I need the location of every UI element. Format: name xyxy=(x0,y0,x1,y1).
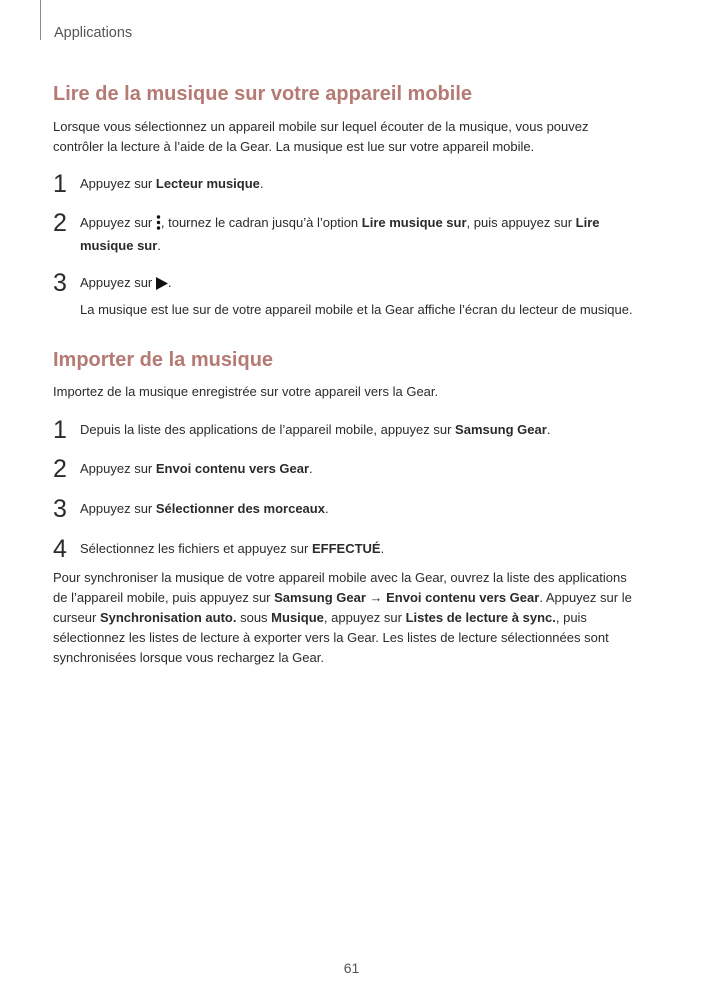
section-title-import-music: Importer de la musique xyxy=(53,349,274,371)
step-number: 2 xyxy=(53,209,67,237)
step-text: Appuyez sur Lecteur musique. xyxy=(80,176,264,191)
section-intro: Importez de la musique enregistrée sur votre appareil vers la Gear. xyxy=(53,384,439,399)
sync-paragraph: Pour synchroniser la musique de votre appareil mobile avec la Gear, ouvrez la liste des applications de l’appareil mobile, puis appuyez sur Samsung Gear → Envoi contenu vers Gear. Appuyez sur le curseur Synchronisation auto. sous Musique, appuyez sur Listes de lecture à sync., puis sélectionnez les listes de lecture à exporter vers la Gear. Les listes de lecture sélectionnées sont synchronisées lorsque vous rechargez la Gear. xyxy=(53,570,632,665)
section-intro: Lorsque vous sélectionnez un appareil mobile sur lequel écouter de la musique, vous pouvez contrôler la lecture à l’aide de la Gear. La musique est lue sur votre appareil mobile. xyxy=(53,119,589,154)
step-text: Appuyez sur , tournez le cadran jusqu’à l’option Lire musique sur, puis appuyez sur Lire musique sur. xyxy=(80,215,600,253)
step-2 xyxy=(53,455,663,483)
step-number: 3 xyxy=(53,269,67,297)
step-text: Appuyez sur Sélectionner des morceaux. xyxy=(80,501,329,516)
step-1 xyxy=(53,416,663,444)
step-number: 1 xyxy=(53,416,67,444)
step-3 xyxy=(53,495,663,523)
step-note: La musique est lue sur de votre appareil mobile et la Gear affiche l’écran du lecteur de musique. xyxy=(80,302,633,317)
section-header: Applications xyxy=(54,25,133,41)
step-text: Appuyez sur Envoi contenu vers Gear. xyxy=(80,461,313,476)
page-number: 61 xyxy=(343,960,360,976)
step-text: Depuis la liste des applications de l’appareil mobile, appuyez sur Samsung Gear. xyxy=(80,422,551,437)
play-icon xyxy=(156,276,168,296)
step-text: Appuyez sur . xyxy=(80,270,663,296)
step-2 xyxy=(53,210,663,256)
step-number: 2 xyxy=(53,455,67,483)
step-number: 4 xyxy=(53,535,67,563)
step-1 xyxy=(53,170,663,198)
step-number: 3 xyxy=(53,495,67,523)
step-text: Sélectionnez les fichiers et appuyez sur EFFECTUÉ. xyxy=(80,541,385,556)
section-title-play-music: Lire de la musique sur votre appareil mobile xyxy=(53,83,473,105)
header-divider xyxy=(40,0,41,40)
step-4 xyxy=(53,535,663,563)
step-3 xyxy=(53,270,663,320)
step-number: 1 xyxy=(53,170,67,198)
